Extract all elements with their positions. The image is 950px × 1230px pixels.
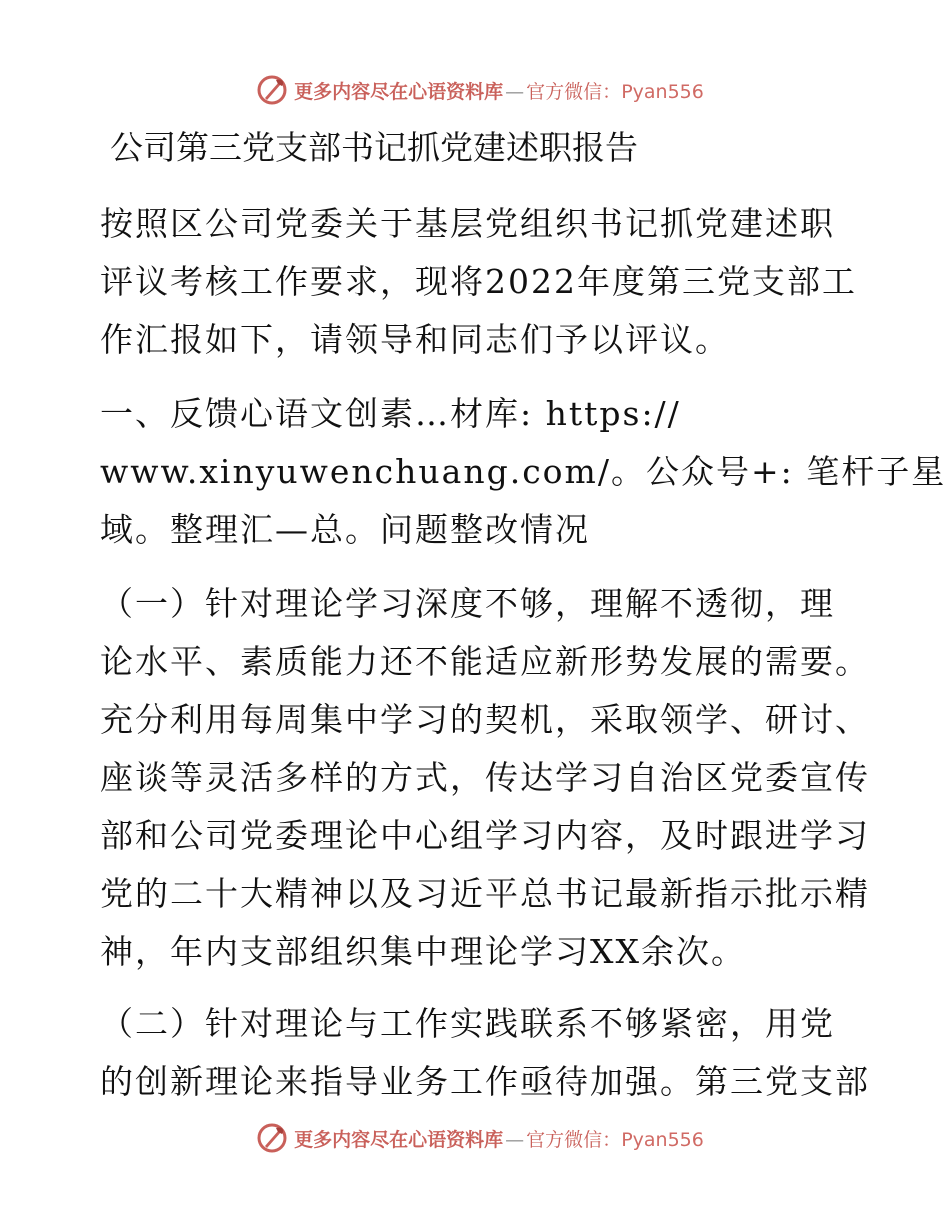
text-line: 一、反馈心语文创素…材库: https:// [100, 394, 681, 433]
text-line: 党的二十大精神以及习近平总书记最新指示批示精 [100, 874, 870, 913]
watermark-main: 更多内容尽在心语资料库 [294, 1128, 504, 1151]
text-line: 充分利用每周集中学习的契机，采取领学、研讨、 [100, 700, 870, 739]
watermark-label: 官方微信： [526, 1128, 622, 1151]
watermark-text [294, 77, 704, 104]
text-line: www.xinyuwenchuang.com/。公众号+: 笔杆子星 [100, 452, 947, 491]
watermark-main: 更多内容尽在心语资料库 [294, 80, 504, 103]
document-title: 公司第三党支部书记抓党建述职报告 [110, 128, 638, 167]
quill-logo-icon [256, 74, 288, 106]
text-line: 部和公司党委理论中心组学习内容，及时跟进学习 [100, 816, 870, 855]
footer-watermark [0, 1118, 950, 1158]
text-line: （一）针对理论学习深度不够，理解不透彻，理 [100, 584, 835, 623]
quill-logo-icon [256, 1122, 288, 1154]
text-line: 评议考核工作要求，现将2022年度第三党支部工 [100, 262, 857, 301]
text-line: 的创新理论来指导业务工作亟待加强。第三党支部 [100, 1062, 870, 1101]
paragraph-item-one [100, 575, 870, 981]
watermark-wechat-id: Pyan556 [621, 80, 704, 103]
text-line: 作汇报如下，请领导和同志们予以评议。 [100, 320, 730, 359]
text-line: 座谈等灵活多样的方式，传达学习自治区党委宣传 [100, 758, 870, 797]
watermark-separator: — [505, 1128, 525, 1151]
paragraph-section-one-heading [100, 385, 947, 559]
header-watermark [0, 70, 950, 110]
paragraph-intro [100, 195, 860, 369]
watermark-separator: — [505, 80, 525, 103]
paragraph-item-two [100, 995, 870, 1111]
text-line: 域。整理汇—总。问题整改情况 [100, 510, 590, 549]
watermark-label: 官方微信： [526, 80, 622, 103]
text-line: （二）针对理论与工作实践联系不够紧密，用党 [100, 1004, 835, 1043]
watermark-wechat-id: Pyan556 [621, 1128, 704, 1151]
text-line: 按照区公司党委关于基层党组织书记抓党建述职 [100, 204, 835, 243]
text-line: 神，年内支部组织集中理论学习XX余次。 [100, 932, 746, 971]
text-line: 论水平、素质能力还不能适应新形势发展的需要。 [100, 642, 870, 681]
watermark-text [294, 1125, 704, 1152]
